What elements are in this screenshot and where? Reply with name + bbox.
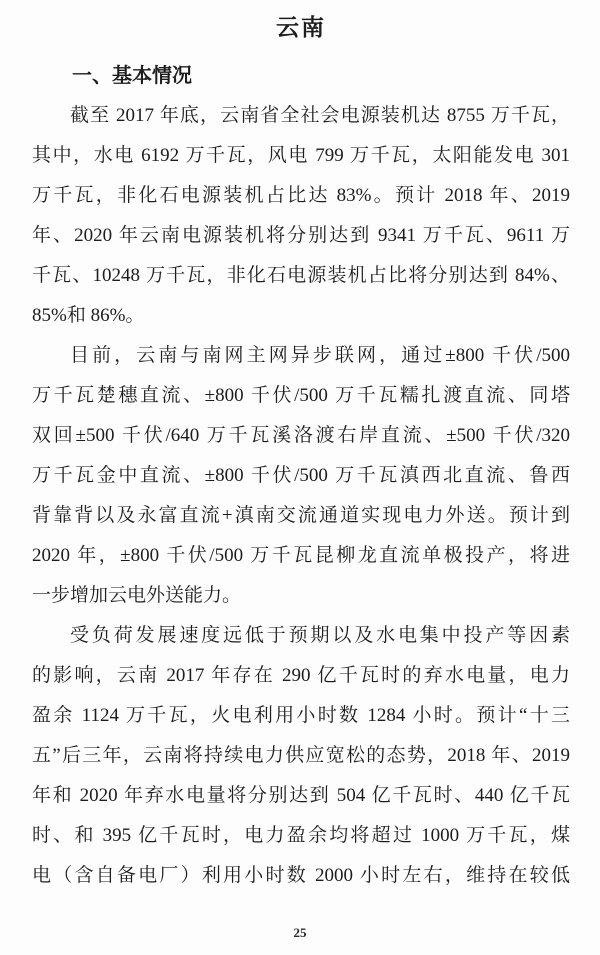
text-line: 时、和 395 亿千瓦时，电力盈余均将超过 1000 万千瓦，煤	[32, 825, 570, 846]
text-line: 电（含自备电厂）利用小时数 2000 小时左右，维持在较低	[32, 865, 570, 886]
text-line: 2020 年，±800 千伏/500 万千瓦昆柳龙直流单极投产，将进	[32, 545, 570, 566]
text-line: 背靠背以及永富直流+滇南交流通道实现电力外送。预计到	[32, 505, 570, 526]
document-title: 云南	[276, 15, 326, 40]
text-line: 85%和 86%。	[32, 305, 145, 326]
text-line: 万千瓦，非化石电源装机占比达 83%。预计 2018 年、2019	[32, 185, 570, 206]
text-line: 双回±500 千伏/640 万千瓦溪洛渡右岸直流、±500 千伏/320	[32, 425, 570, 446]
text-line: 的影响，云南 2017 年存在 290 亿千瓦时的弃水电量，电力	[32, 665, 570, 686]
text-line: 目前，云南与南网主网异步联网，通过±800 千伏/500	[70, 345, 570, 366]
text-line: 五”后三年，云南将持续电力供应宽松的态势，2018 年、2019	[32, 745, 570, 766]
text-line: 截至 2017 年底，云南省全社会电源装机达 8755 万千瓦，	[70, 105, 570, 126]
paragraph-2	[32, 336, 570, 616]
text-line: 其中，水电 6192 万千瓦，风电 799 万千瓦，太阳能发电 301	[32, 145, 570, 166]
text-line: 一步增加云电外送能力。	[32, 585, 242, 606]
paragraph-3	[32, 616, 570, 896]
text-line: 年、2020 年云南电源装机将分别达到 9341 万千瓦、9611 万	[32, 225, 570, 246]
text-line: 千瓦、10248 万千瓦，非化石电源装机占比将分别达到 84%、	[32, 265, 570, 286]
text-line: 受负荷发展速度远低于预期以及水电集中投产等因素	[70, 625, 570, 646]
text-line: 万千瓦楚穗直流、±800 千伏/500 万千瓦糯扎渡直流、同塔	[32, 385, 570, 406]
text-line: 万千瓦金中直流、±800 千伏/500 万千瓦滇西北直流、鲁西	[32, 465, 570, 486]
section-heading: 一、基本情况	[72, 65, 192, 87]
text-line: 年和 2020 年弃水电量将分别达到 504 亿千瓦时、440 亿千瓦	[32, 785, 570, 806]
page-number: 25	[293, 925, 307, 940]
text-line: 盈余 1124 万千瓦，火电利用小时数 1284 小时。预计“十三	[32, 705, 570, 726]
document-body	[32, 96, 570, 896]
paragraph-1	[32, 96, 570, 336]
